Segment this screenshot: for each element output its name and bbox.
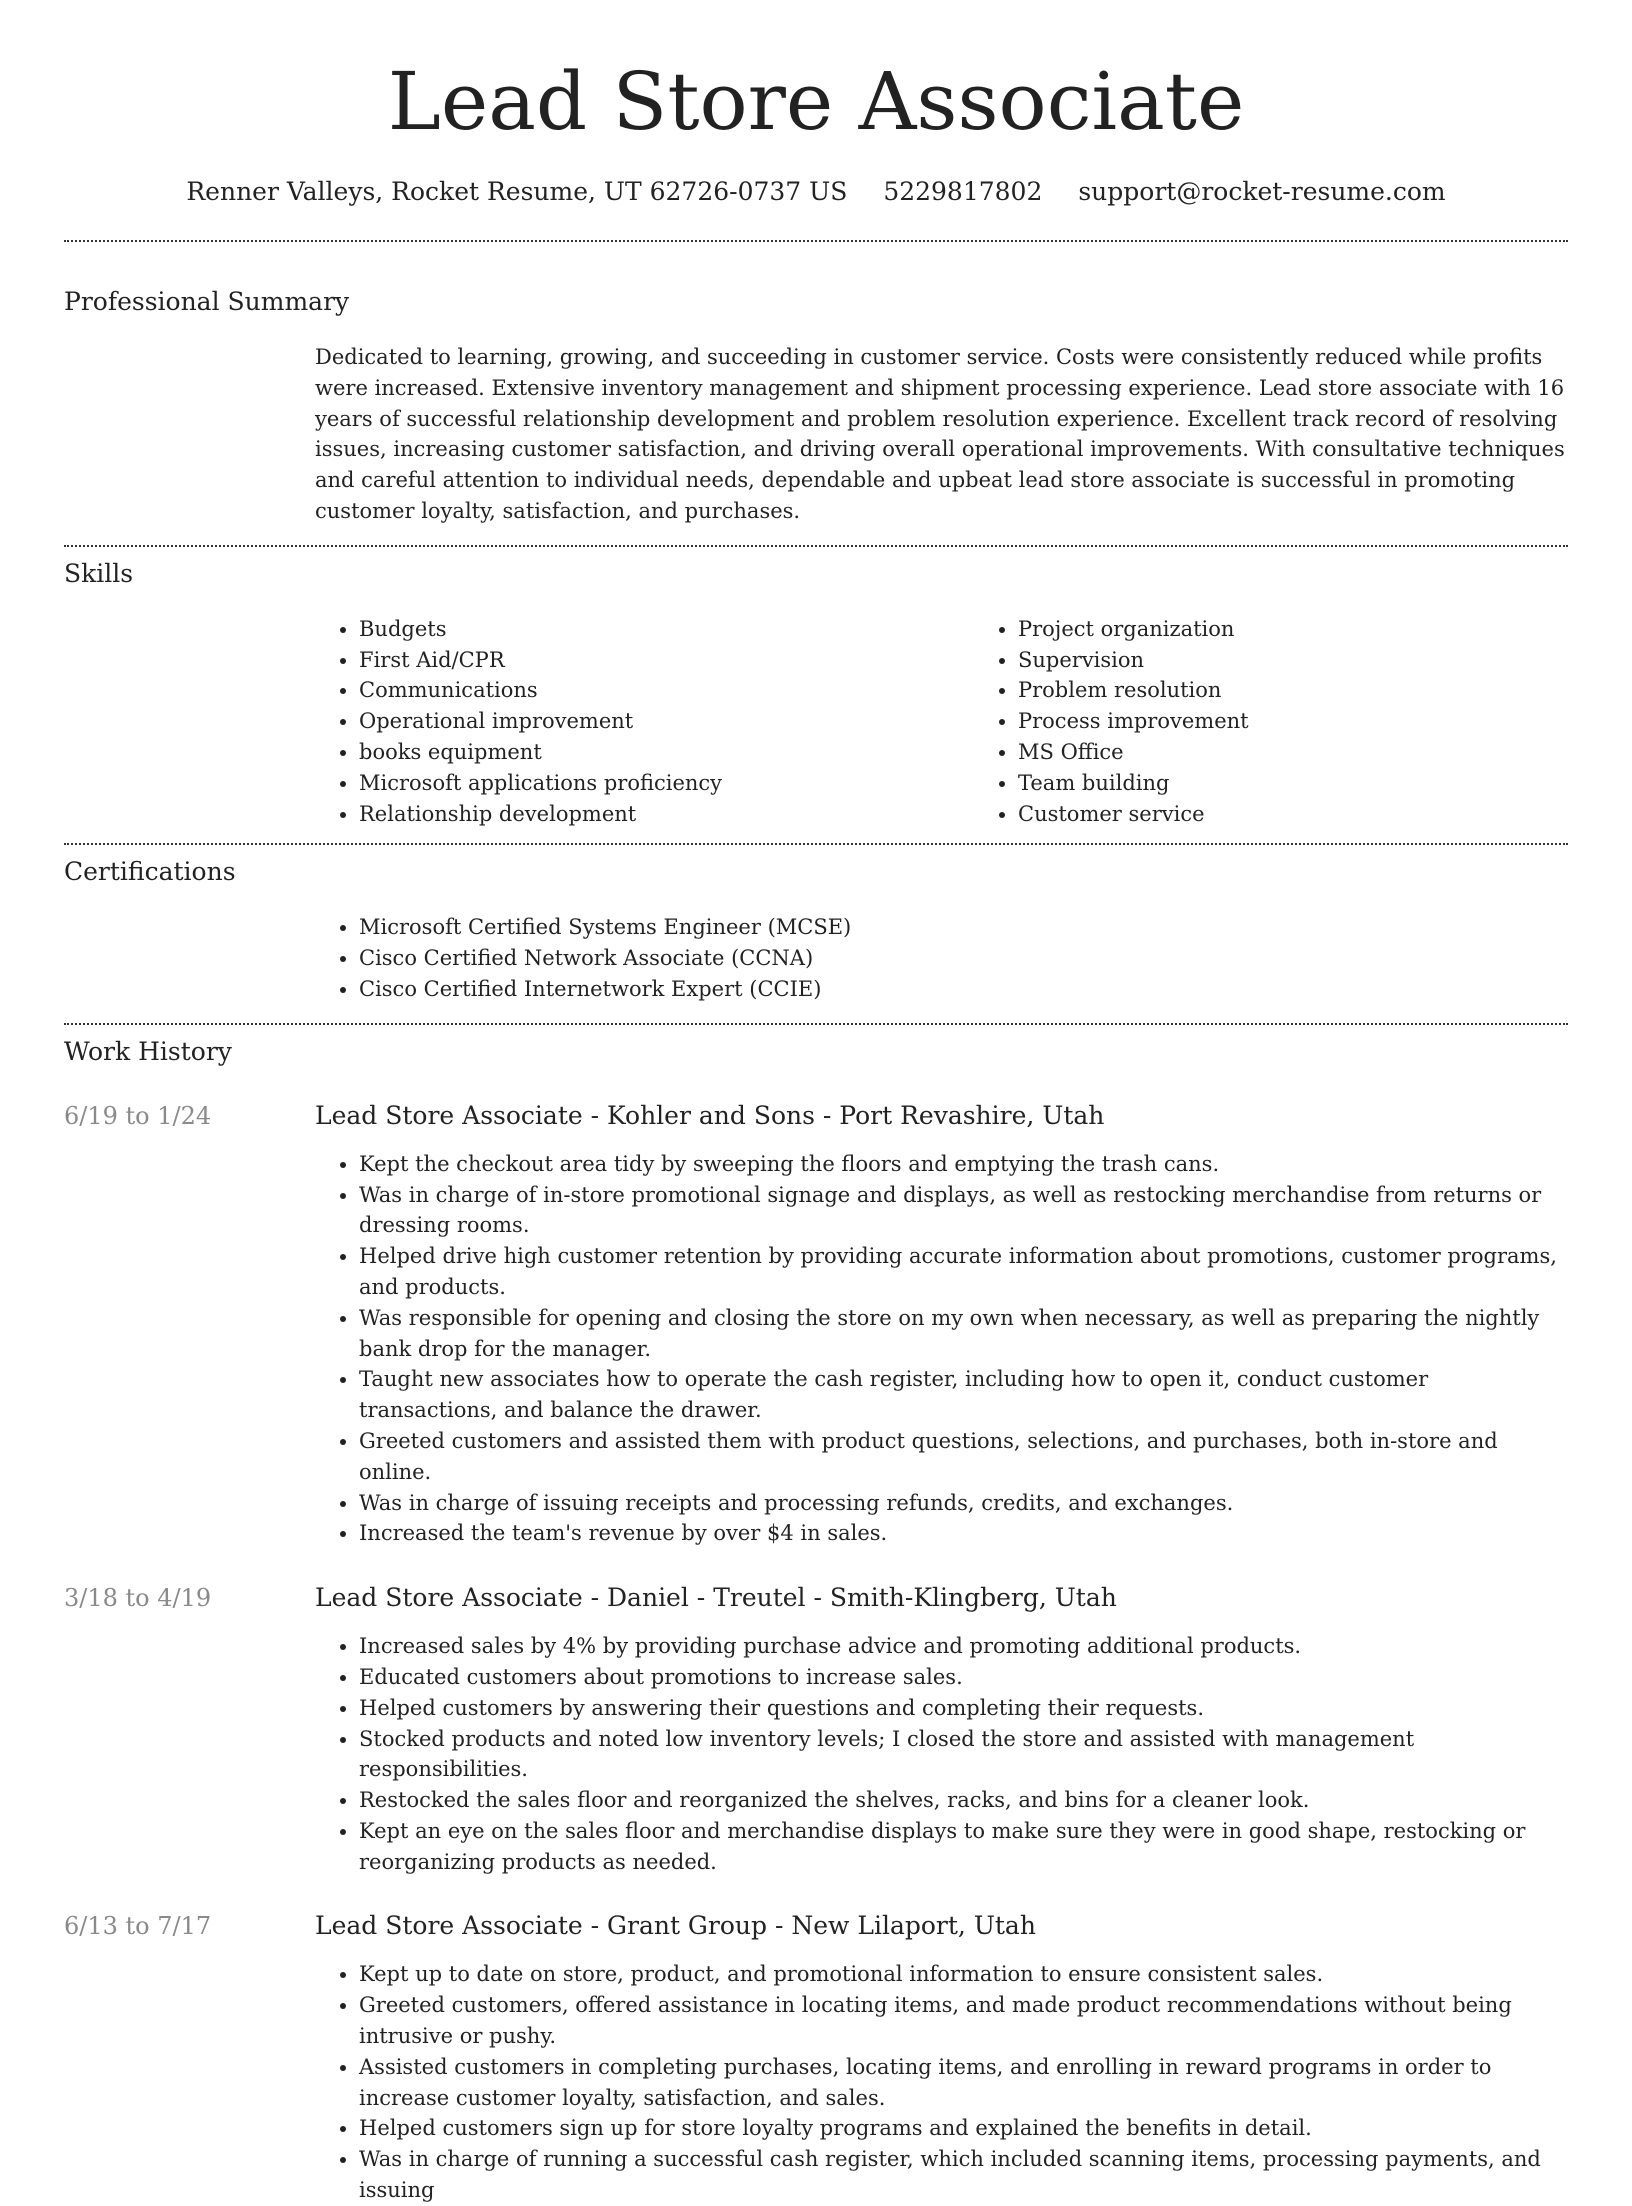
list-item: • Helped customers sign up for store loyalty programs and explained the benefits in detail. <box>359 2113 1568 2144</box>
list-item: • Microsoft applications proficiency <box>359 768 974 799</box>
contact-email: support@rocket-resume.com <box>1078 177 1446 206</box>
skills-section <box>64 559 1568 830</box>
work-section <box>64 1037 1568 2206</box>
contact-address: Renner Valleys, Rocket Resume, UT 62726-0737 US <box>186 177 848 206</box>
summary-title: Professional Summary <box>64 287 350 316</box>
list-item: • Team building <box>1018 768 1632 799</box>
job-bullets <box>315 1631 1568 1877</box>
section-divider <box>64 1023 1568 1025</box>
list-item: • Operational improvement <box>359 706 974 737</box>
list-item: • Was in charge of issuing receipts and processing refunds, credits, and exchanges. <box>359 1488 1568 1519</box>
contact-line <box>64 177 1568 207</box>
list-item: • Restocked the sales floor and reorganized the shelves, racks, and bins for a cleaner look. <box>359 1785 1568 1816</box>
list-item: • Greeted customers, offered assistance in locating items, and made product recommendations without being intrusive or pushy. <box>359 1990 1568 2052</box>
list-item: • Helped drive high customer retention by providing accurate information about promotions, customer programs, and products. <box>359 1241 1568 1303</box>
list-item: • Cisco Certified Internetwork Expert (CCIE) <box>359 974 1568 1005</box>
job-bullets <box>315 1959 1568 2205</box>
section-divider <box>64 240 1568 242</box>
list-item: • Communications <box>359 675 974 706</box>
skills-list-right <box>974 614 1632 830</box>
list-item: • Was in charge of in-store promotional signage and displays, as well as restocking merchandise from returns or dressing rooms. <box>359 1180 1568 1242</box>
job-title: Lead Store Associate - Grant Group - New Lilaport, Utah <box>315 1911 1036 1941</box>
list-item: • Budgets <box>359 614 974 645</box>
job-dates: 6/19 to 1/24 <box>64 1101 212 1130</box>
certifications-body <box>315 912 1568 1004</box>
skills-grid <box>315 614 1568 830</box>
resume-name: Lead Store Associate <box>387 55 1245 148</box>
list-item: • Kept the checkout area tidy by sweeping the floors and emptying the trash cans. <box>359 1149 1568 1180</box>
list-item: • MS Office <box>1018 737 1632 768</box>
list-item: • First Aid/CPR <box>359 645 974 676</box>
list-item: • Kept up to date on store, product, and promotional information to ensure consistent sales. <box>359 1959 1568 1990</box>
job-title: Lead Store Associate - Kohler and Sons - Port Revashire, Utah <box>315 1100 1105 1130</box>
list-item: • Taught new associates how to operate the cash register, including how to open it, conduct customer transactions, and balance the drawer. <box>359 1364 1568 1426</box>
certifications-title: Certifications <box>64 857 236 887</box>
job-entry <box>64 1101 1568 1549</box>
job-dates: 3/18 to 4/19 <box>64 1584 212 1613</box>
list-item: • Stocked products and noted low inventory levels; I closed the store and assisted with management responsibilities. <box>359 1724 1568 1786</box>
skills-list-left <box>315 614 974 830</box>
list-item: • Was responsible for opening and closing the store on my own when necessary, as well as preparing the nightly bank drop for the manager. <box>359 1303 1568 1365</box>
job-body <box>315 1911 1568 2205</box>
work-title: Work History <box>64 1036 232 1066</box>
list-item: • Problem resolution <box>1018 675 1632 706</box>
section-divider <box>64 545 1568 547</box>
job-entry <box>64 1583 1568 1877</box>
list-item: • Process improvement <box>1018 706 1632 737</box>
list-item: • Customer service <box>1018 799 1632 830</box>
job-title: Lead Store Associate - Daniel - Treutel - Smith-Klingberg, Utah <box>315 1583 1117 1613</box>
job-body <box>315 1101 1568 1549</box>
list-item: • Assisted customers in completing purchases, locating items, and enrolling in reward programs in order to increase customer loyalty, satisfaction, and sales. <box>359 2052 1568 2114</box>
list-item: • Supervision <box>1018 645 1632 676</box>
summary-text: Dedicated to learning, growing, and succeeding in customer service. Costs were consistently reduced while profits were increased. Extensive inventory management and shipment processing experience. Lead store associate with 16 years of successful relationship development and problem resolution experience. Excellent track record of resolving issues, increasing customer satisfaction, and driving overall operational improvements. With consultative techniques and careful attention to individual needs, dependable and upbeat lead store associate is successful in promoting customer loyalty, satisfaction, and purchases. <box>315 345 1565 523</box>
certifications-section <box>64 857 1568 1004</box>
list-item: • Helped customers by answering their questions and completing their requests. <box>359 1693 1568 1724</box>
section-divider <box>64 843 1568 845</box>
list-item: • Increased the team's revenue by over $4 in sales. <box>359 1518 1568 1549</box>
list-item: • Cisco Certified Network Associate (CCNA) <box>359 943 1568 974</box>
job-bullets <box>315 1149 1568 1549</box>
list-item: • books equipment <box>359 737 974 768</box>
job-dates: 6/13 to 7/17 <box>64 1912 212 1941</box>
list-item: • Microsoft Certified Systems Engineer (MCSE) <box>359 912 1568 943</box>
job-body <box>315 1583 1568 1877</box>
list-item: • Relationship development <box>359 799 974 830</box>
contact-phone: 5229817802 <box>883 177 1043 206</box>
job-entry <box>64 1911 1568 2205</box>
list-item: • Greeted customers and assisted them with product questions, selections, and purchases, both in-store and online. <box>359 1426 1568 1488</box>
summary-section <box>64 287 1568 527</box>
list-item: • Kept an eye on the sales floor and merchandise displays to make sure they were in good shape, restocking or reorganizing products as needed. <box>359 1816 1568 1878</box>
skills-title: Skills <box>64 558 134 588</box>
list-item: • Was in charge of running a successful cash register, which included scanning items, processing payments, and issuing <box>359 2144 1568 2206</box>
list-item: • Increased sales by 4% by providing purchase advice and promoting additional products. <box>359 1631 1568 1662</box>
list-item: • Project organization <box>1018 614 1632 645</box>
certifications-list <box>315 912 1568 1004</box>
list-item: • Educated customers about promotions to increase sales. <box>359 1662 1568 1693</box>
